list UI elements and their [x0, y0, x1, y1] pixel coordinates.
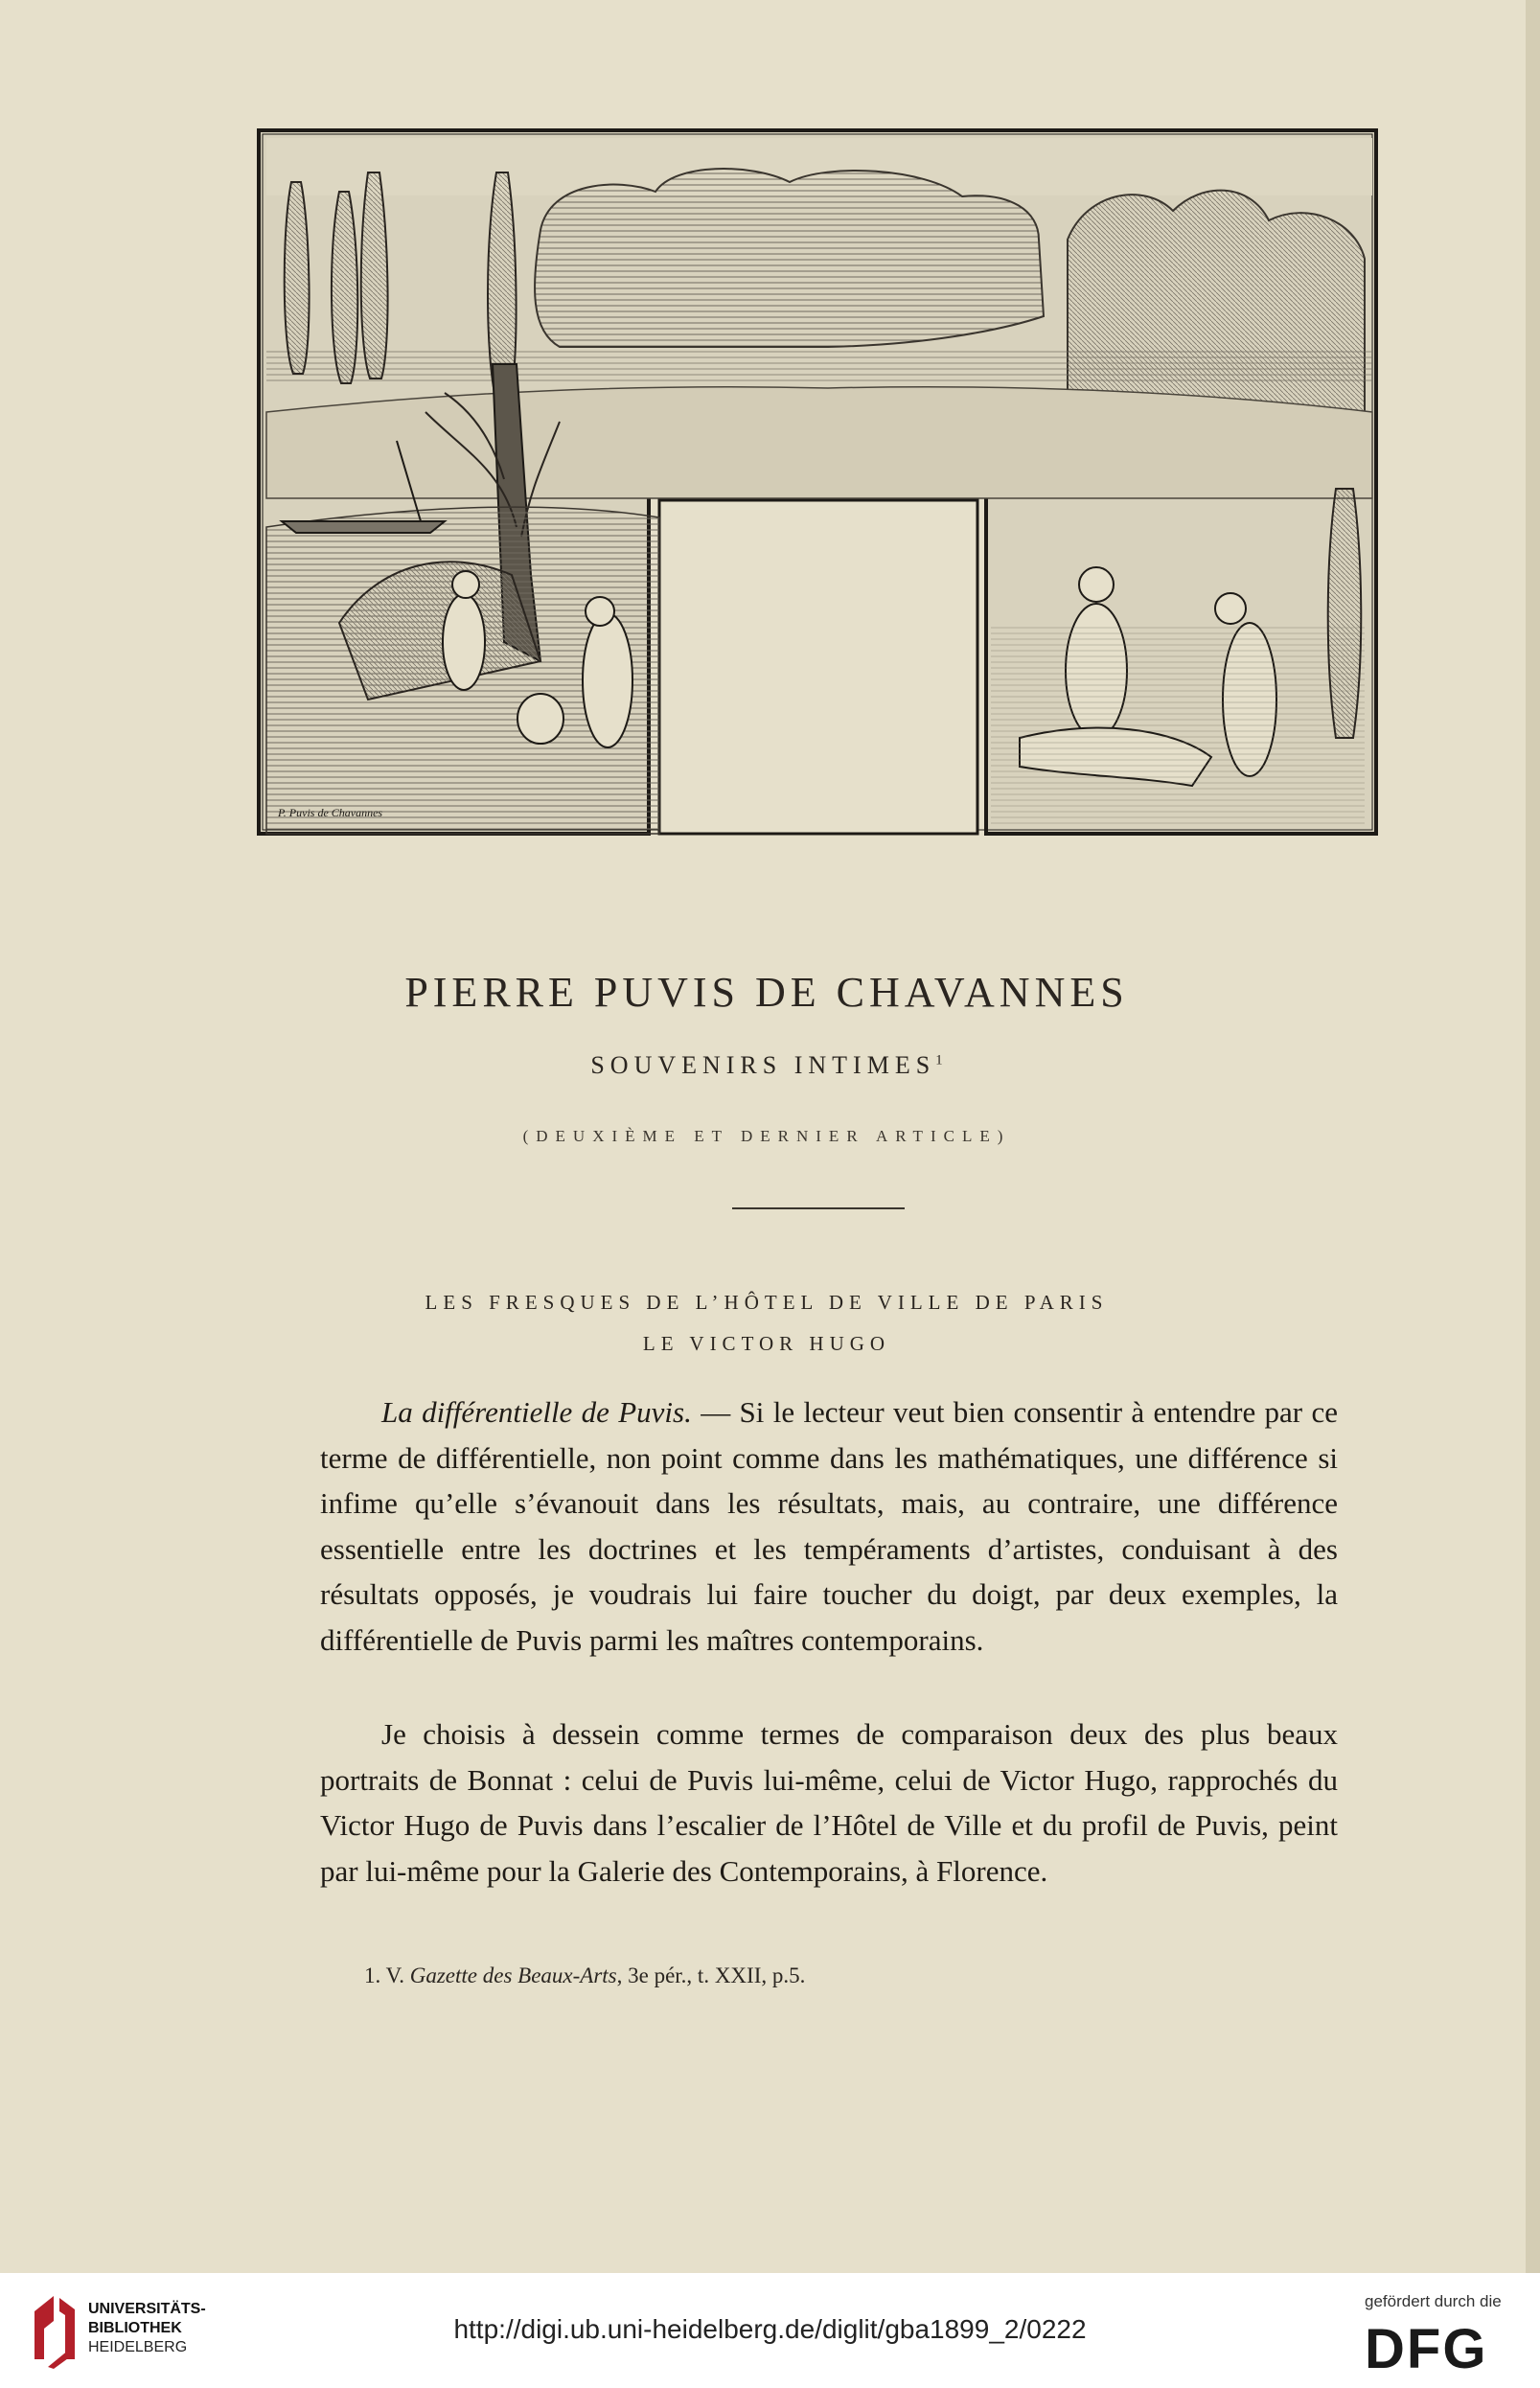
- funding-label: gefördert durch die: [1365, 2292, 1502, 2310]
- illustration-signature: P. Puvis de Chavannes: [278, 806, 383, 819]
- section-heading: LES FRESQUES DE L’HÔTEL DE VILLE DE PARIS: [425, 1291, 1109, 1314]
- footnote: 1. V. Gazette des Beaux-Arts, 3e pér., t. XXII, p.5.: [364, 1963, 806, 1987]
- permalink-url[interactable]: http://digi.ub.uni-heidelberg.de/diglit/gba1899_2/0222: [453, 2314, 1087, 2344]
- footnote-marker: 1: [935, 1052, 943, 1068]
- title-divider: [732, 1207, 905, 1209]
- library-name: UNIVERSITÄTS- BIBLIOTHEK HEIDELBERG: [88, 2301, 206, 2355]
- dfg-logo-icon: DFG: [1365, 2318, 1488, 2380]
- article-subtitle: SOUVENIRS INTIMES$^1$: [590, 1051, 943, 1079]
- header-illustration: [253, 125, 1384, 845]
- paragraph-2-text: Je choisis à dessein comme termes de comparaison deux des plus beaux portraits de Bonnat : celui de Puvis lui-même, celui de Victor Hugo, rapprochés du Victor Hugo de Puvis dans l’escalier de l’Hôtel de Ville et du profil de Puvis, peint par lui-même pour la Galerie des Contemporains, à Florence.: [320, 1717, 1338, 1888]
- section-subheading: LE VICTOR HUGO: [642, 1332, 891, 1355]
- article-title: PIERRE PUVIS DE CHAVANNES: [404, 969, 1129, 1016]
- article-note: (DEUXIÈME ET DERNIER ARTICLE): [522, 1127, 1011, 1145]
- footnote-journal: Gazette des Beaux-Arts: [409, 1963, 617, 1987]
- footnote-rest: , 3e pér., t. XXII, p.5.: [616, 1963, 806, 1987]
- paragraph-1: [320, 1389, 1338, 1663]
- paragraph-2: [320, 1711, 1338, 1894]
- paragraph-1-text: — Si le lecteur veut bien consentir à entendre par ce terme de différentielle, non point comme dans les mathématiques, une différence si infime qu’elle s’évanouit dans les résultats, mais, au contraire, une différence essentielle entre les doctrines et les tempéraments d’artistes, conduisant à des résultats opposés, je voudrais lui faire toucher du doigt, par deux exemples, la différentielle de Puvis parmi les maîtres contemporains.: [320, 1395, 1338, 1657]
- paragraph-lead: La différentielle de Puvis.: [381, 1395, 692, 1429]
